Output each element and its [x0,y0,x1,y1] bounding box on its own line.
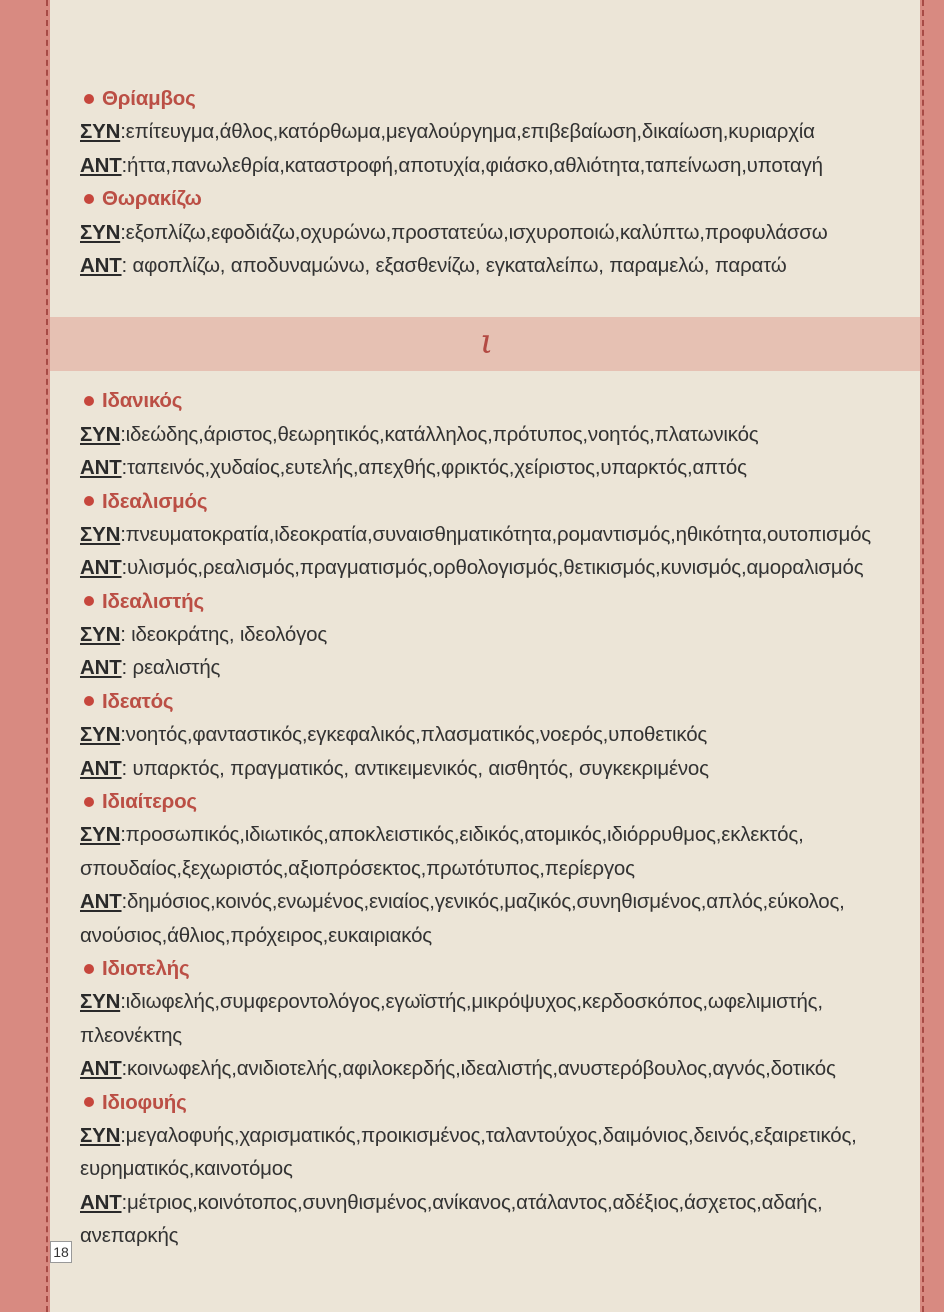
ant-text: :μέτριος,κοινότοπος,συνηθισμένος,ανίκανος,ατάλαντος,αδέξιος,άσχετος,αδαής, [121,1190,823,1214]
syn-line [80,1019,900,1052]
headword-line [80,785,900,818]
ant-label: ΑΝΤ [80,890,122,914]
syn-text: :ιδιωφελής,συμφεροντολόγος,εγωϊστής,μικρόψυχος,κερδοσκόπος,ωφελιμιστής, [120,990,823,1014]
ant-label: ΑΝΤ [80,656,122,680]
headword-line [80,952,900,985]
ant-text: : ρεαλιστής [121,656,221,680]
headword-line [80,685,900,718]
headword-line [80,384,900,417]
ant-text: ανεπαρκής [80,1224,179,1248]
headword-line [80,585,900,618]
ant-label: ΑΝΤ [80,153,122,177]
ant-line [80,885,900,918]
bullet-icon [84,596,94,606]
syn-line [80,618,900,651]
headword: Ιδιοφυής [102,1090,187,1114]
headword: Ιδανικός [102,389,183,413]
syn-text: :πνευματοκρατία,ιδεοκρατία,συναισθηματικότητα,ρομαντισμός,ηθικότητα,ουτοπισμός [120,522,871,546]
headword: Θρίαμβος [102,87,196,110]
ant-text: : υπαρκτός, πραγματικός, αντικειμενικός, αισθητός, συγκεκριμένος [121,756,709,780]
syn-line [80,818,900,851]
ant-text: :ταπεινός,χυδαίος,ευτελής,απεχθής,φρικτός,χείριστος,υπαρκτός,απτός [121,456,747,480]
ant-line [80,249,900,282]
syn-line [80,216,900,249]
syn-line [80,1152,900,1185]
bullet-icon [84,696,94,706]
section-gap [80,282,900,384]
headword-line [80,1086,900,1119]
syn-line [80,852,900,885]
syn-text: :νοητός,φανταστικός,εγκεφαλικός,πλασματικός,νοερός,υποθετικός [120,723,708,747]
syn-line [80,1119,900,1152]
ant-line [80,149,900,182]
ant-text: :δημόσιος,κοινός,ενωμένος,ενιαίος,γενικός,μαζικός,συνηθισμένος,απλός,εύκολος, [121,890,845,914]
bullet-icon [84,396,94,406]
syn-label: ΣΥΝ [80,723,121,747]
headword-line [80,82,900,115]
syn-label: ΣΥΝ [80,120,121,144]
syn-text: :ιδεώδης,άριστος,θεωρητικός,κατάλληλος,πρότυπος,νοητός,πλατωνικός [120,422,759,446]
ant-text: ανούσιος,άθλιος,πρόχειρος,ευκαιριακός [80,923,432,947]
syn-line [80,985,900,1018]
headword: Ιδιοτελής [102,956,190,980]
ant-line [80,1186,900,1219]
headword-line [80,485,900,518]
entries-bottom [80,384,900,1252]
syn-label: ΣΥΝ [80,422,121,446]
headword: Ιδεαλισμός [102,489,208,513]
syn-text: :επίτευγμα,άθλος,κατόρθωμα,μεγαλούργημα,επιβεβαίωση,δικαίωση,κυριαρχία [120,120,815,144]
headword: Ιδεαλιστής [102,589,204,613]
ant-line [80,1052,900,1085]
syn-text: πλεονέκτης [80,1023,182,1047]
syn-label: ΣΥΝ [80,1123,121,1147]
bullet-icon [84,797,94,807]
syn-text: : ιδεοκράτης, ιδεολόγος [120,623,328,647]
bullet-icon [84,496,94,506]
bullet-icon [84,1097,94,1107]
ant-text: : αφοπλίζω, αποδυναμώνω, εξασθενίζω, εγκαταλείπω, παραμελώ, παρατώ [121,253,787,277]
ant-label: ΑΝΤ [80,1057,122,1081]
syn-text: σπουδαίος,ξεχωριστός,αξιοπρόσεκτος,πρωτότυπος,περίεργος [80,856,635,880]
ant-label: ΑΝΤ [80,756,122,780]
headword: Θωρακίζω [102,187,202,211]
syn-line [80,115,900,148]
syn-text: :προσωπικός,ιδιωτικός,αποκλειστικός,ειδικός,ατομικός,ιδιόρρυθμος,εκλεκτός, [120,823,804,847]
ant-text: :κοινωφελής,ανιδιοτελής,αφιλοκερδής,ιδεαλιστής,ανυστερόβουλος,αγνός,δοτικός [121,1057,836,1081]
ant-text: :ήττα,πανωλεθρία,καταστροφή,αποτυχία,φιάσκο,αθλιότητα,ταπείνωση,υποταγή [121,153,823,177]
ant-text: :υλισμός,ρεαλισμός,πραγματισμός,ορθολογισμός,θετικισμός,κυνισμός,αμοραλισμός [121,556,864,580]
headword: Ιδεατός [102,689,174,713]
ant-label: ΑΝΤ [80,1190,122,1214]
ant-line [80,651,900,684]
syn-line [80,418,900,451]
syn-label: ΣΥΝ [80,823,121,847]
ant-label: ΑΝΤ [80,253,122,277]
syn-line [80,718,900,751]
syn-label: ΣΥΝ [80,623,121,647]
syn-label: ΣΥΝ [80,220,121,244]
ant-line [80,919,900,952]
bullet-icon [84,94,94,104]
ant-label: ΑΝΤ [80,456,122,480]
bullet-icon [84,964,94,974]
syn-text: :μεγαλοφυής,χαρισματικός,προικισμένος,ταλαντούχος,δαιμόνιος,δεινός,εξαιρετικός, [120,1123,857,1147]
page-number: 18 [50,1241,72,1263]
entries-top [80,82,900,282]
ant-line [80,1219,900,1252]
ant-line [80,752,900,785]
bullet-icon [84,194,94,204]
headword-line [80,182,900,215]
syn-label: ΣΥΝ [80,522,121,546]
left-stitching [46,0,48,1312]
ant-label: ΑΝΤ [80,556,122,580]
ant-line [80,551,900,584]
syn-label: ΣΥΝ [80,990,121,1014]
right-stitching [922,0,924,1312]
ant-line [80,451,900,484]
syn-line [80,518,900,551]
headword: Ιδιαίτερος [102,790,197,814]
syn-text: ευρηματικός,καινοτόμος [80,1157,293,1181]
section-letter: ι [480,322,494,362]
syn-text: :εξοπλίζω,εφοδιάζω,οχυρώνω,προστατεύω,ισχυροποιώ,καλύπτω,προφυλάσσω [120,220,828,244]
dictionary-content [80,82,900,1253]
left-border [0,0,48,1312]
